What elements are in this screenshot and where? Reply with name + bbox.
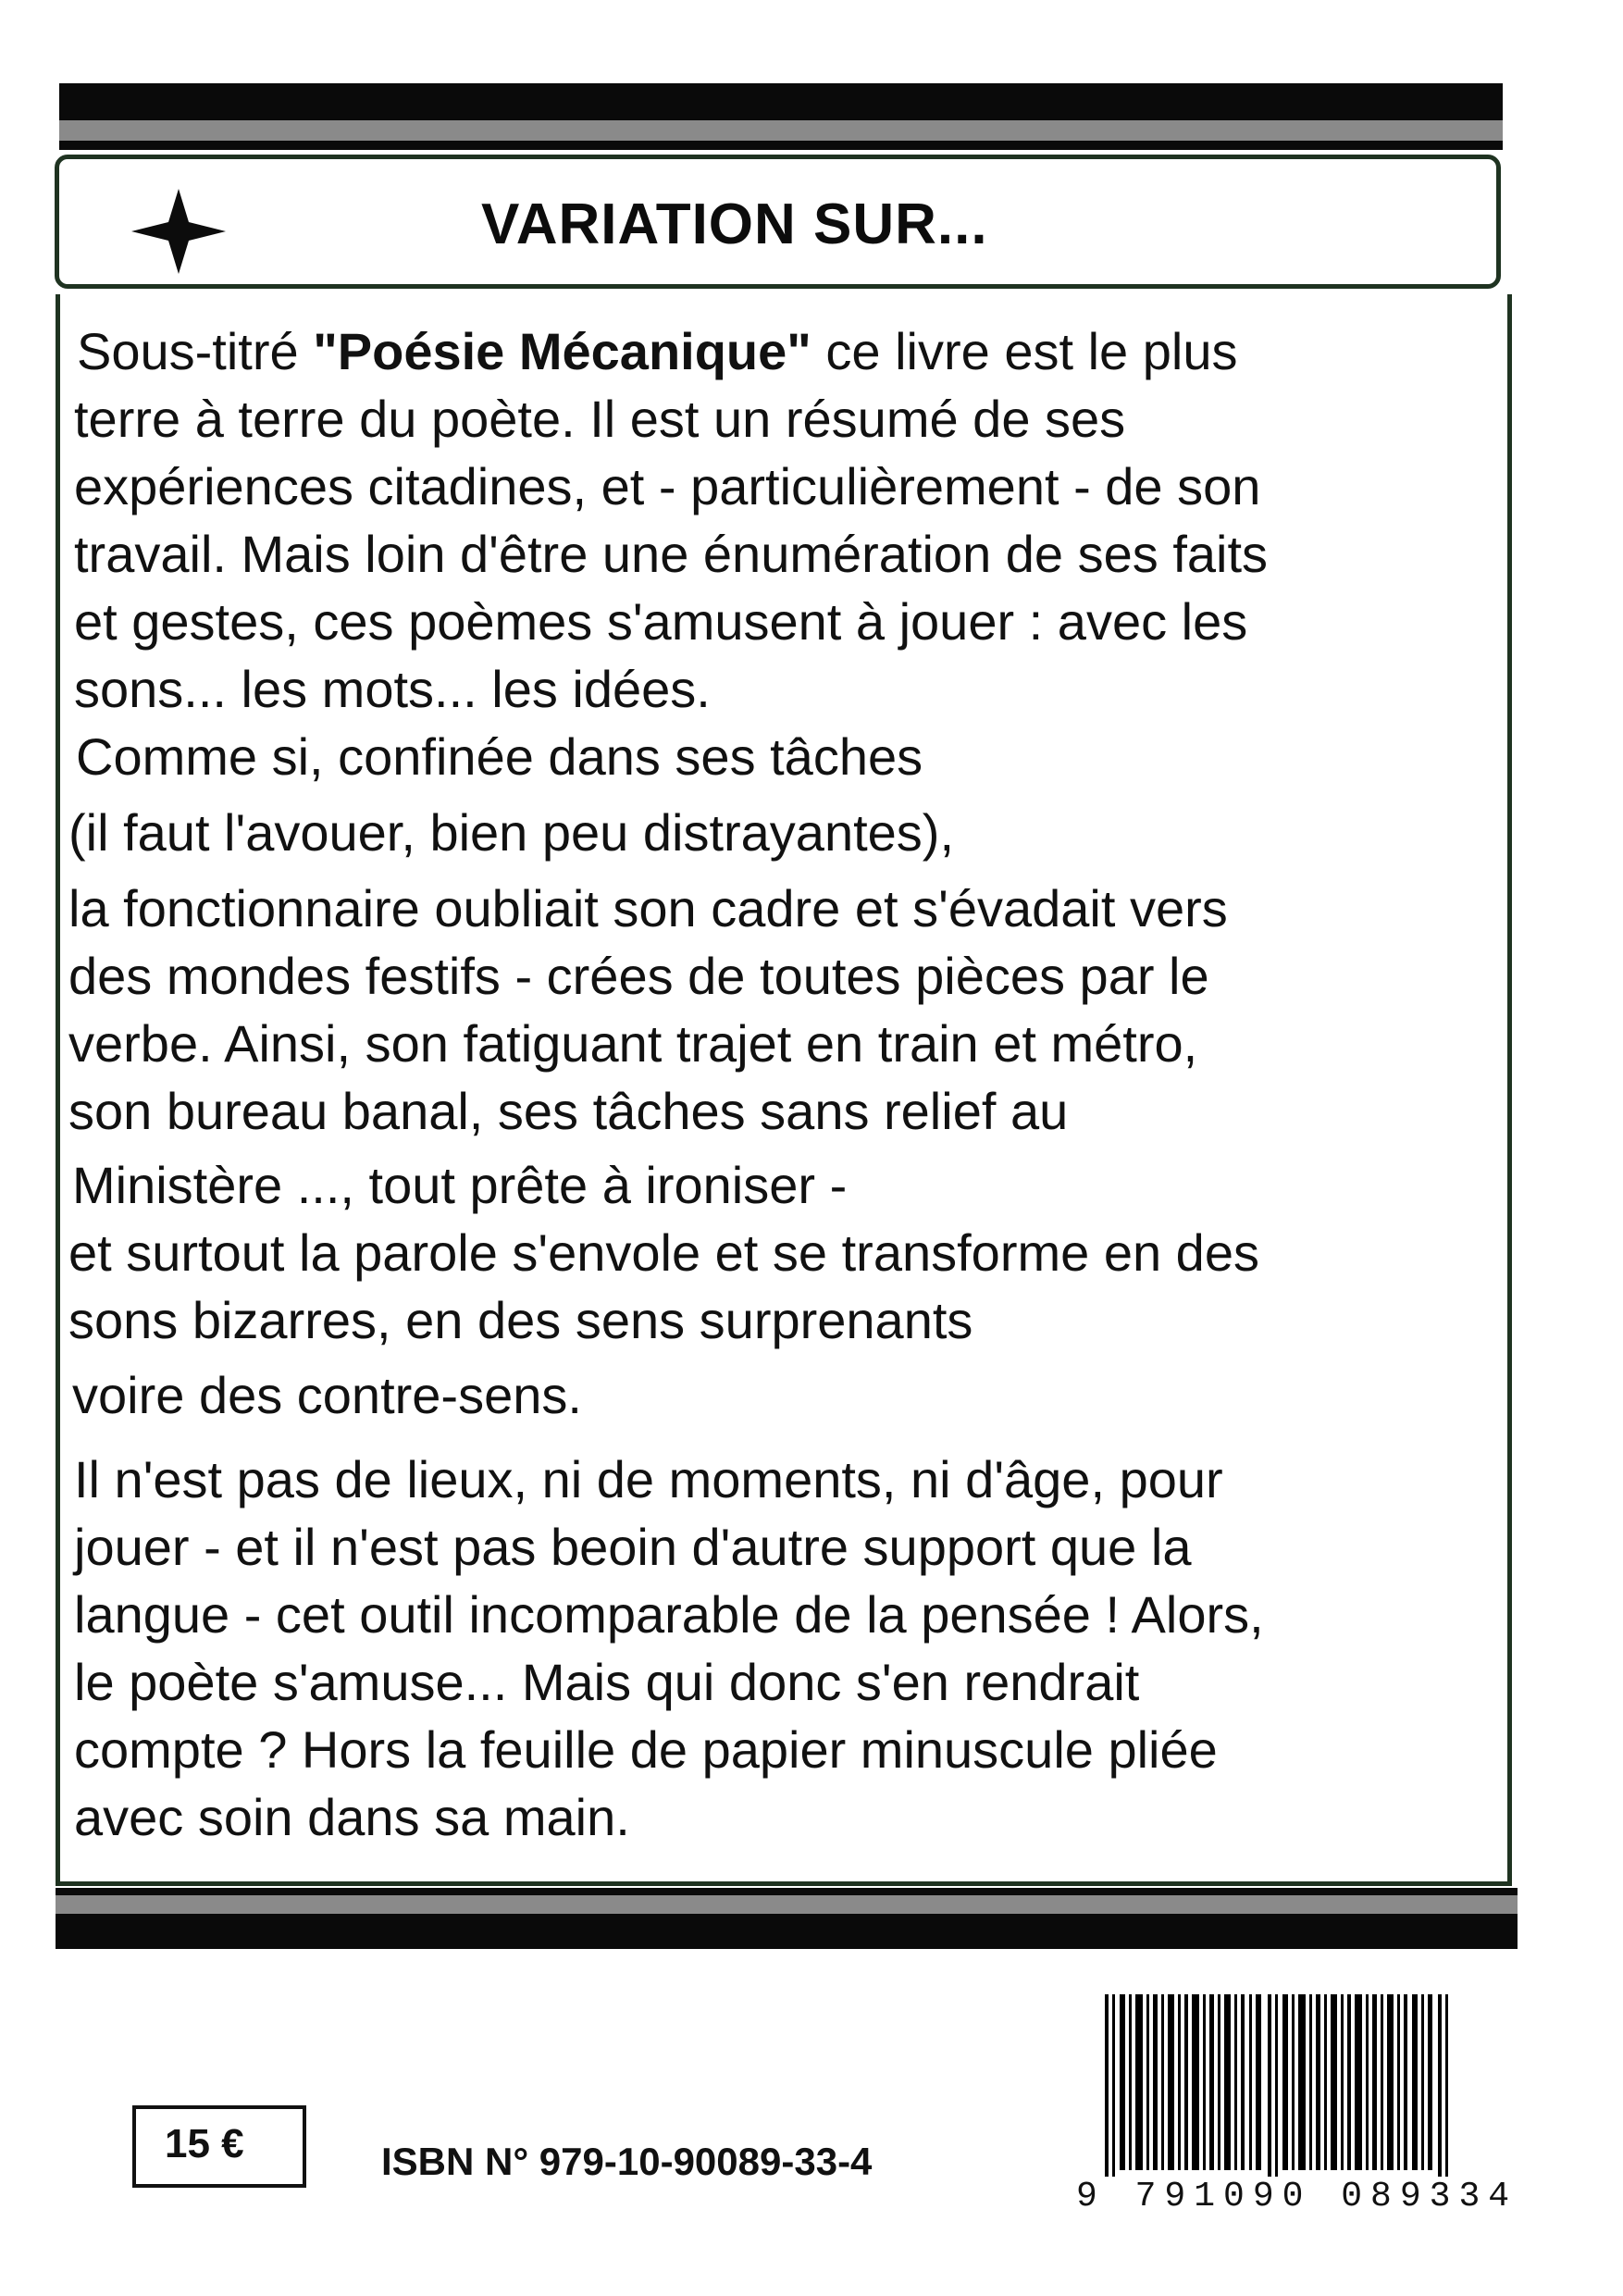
- subtitle-bold: "Poésie Mécanique": [313, 322, 812, 380]
- body-line: sons bizarres, en des sens surprenants: [68, 1291, 973, 1349]
- top-grey-bar: [59, 120, 1503, 141]
- body-line: des mondes festifs - crées de toutes pièces par le: [68, 947, 1209, 1005]
- intro-suffix: ce livre est le plus: [811, 322, 1238, 380]
- isbn-label: ISBN N° 979-10-90089-33-4: [381, 2140, 873, 2183]
- bottom-black-bar: [56, 1914, 1518, 1949]
- body-line: voire des contre-sens.: [72, 1366, 582, 1424]
- intro-prefix: Sous-titré: [77, 322, 314, 380]
- body-line: le poète s'amuse... Mais qui donc s'en rendrait: [74, 1653, 1140, 1711]
- body-line: la fonctionnaire oubliait son cadre et s'évadait vers: [68, 879, 1228, 937]
- body-line: langue - cet outil incomparable de la pensée ! Alors,: [74, 1585, 1264, 1644]
- top-thin-bar: [59, 141, 1503, 150]
- body-line: avec soin dans sa main.: [74, 1788, 630, 1846]
- body-line: sons... les mots... les idées.: [74, 660, 711, 718]
- bottom-grey-bar: [56, 1895, 1518, 1914]
- bottom-thin-bar: [56, 1888, 1518, 1895]
- body-line: son bureau banal, ses tâches sans relief au: [68, 1082, 1069, 1140]
- body-line: verbe. Ainsi, son fatiguant trajet en train et métro,: [68, 1014, 1198, 1073]
- price-label: 15 €: [165, 2121, 244, 2166]
- body-line: jouer - et il n'est pas beoin d'autre support que la: [74, 1518, 1192, 1576]
- page-title: VARIATION SUR...: [481, 192, 988, 256]
- four-point-star-icon: [128, 185, 229, 278]
- barcode-digits: 9 791090 089334: [1076, 2177, 1518, 2216]
- body-line: (il faut l'avouer, bien peu distrayantes),: [68, 803, 955, 862]
- top-black-bar: [59, 83, 1503, 120]
- body-line: compte ? Hors la feuille de papier minuscule pliée: [74, 1720, 1218, 1779]
- body-line: Ministère ..., tout prête à ironiser -: [72, 1156, 848, 1214]
- body-line: et gestes, ces poèmes s'amusent à jouer : avec les: [74, 592, 1248, 651]
- body-line: travail. Mais loin d'être une énumération de ses faits: [74, 525, 1269, 583]
- body-line: et surtout la parole s'envole et se transforme en des: [68, 1223, 1259, 1282]
- intro-line: [77, 322, 1238, 380]
- body-line: terre à terre du poète. Il est un résumé de ses: [74, 390, 1126, 448]
- body-line: expériences citadines, et - particulièrement - de son: [74, 457, 1261, 515]
- body-line: Comme si, confinée dans ses tâches: [76, 727, 923, 786]
- body-line: Il n'est pas de lieux, ni de moments, ni d'âge, pour: [74, 1450, 1223, 1508]
